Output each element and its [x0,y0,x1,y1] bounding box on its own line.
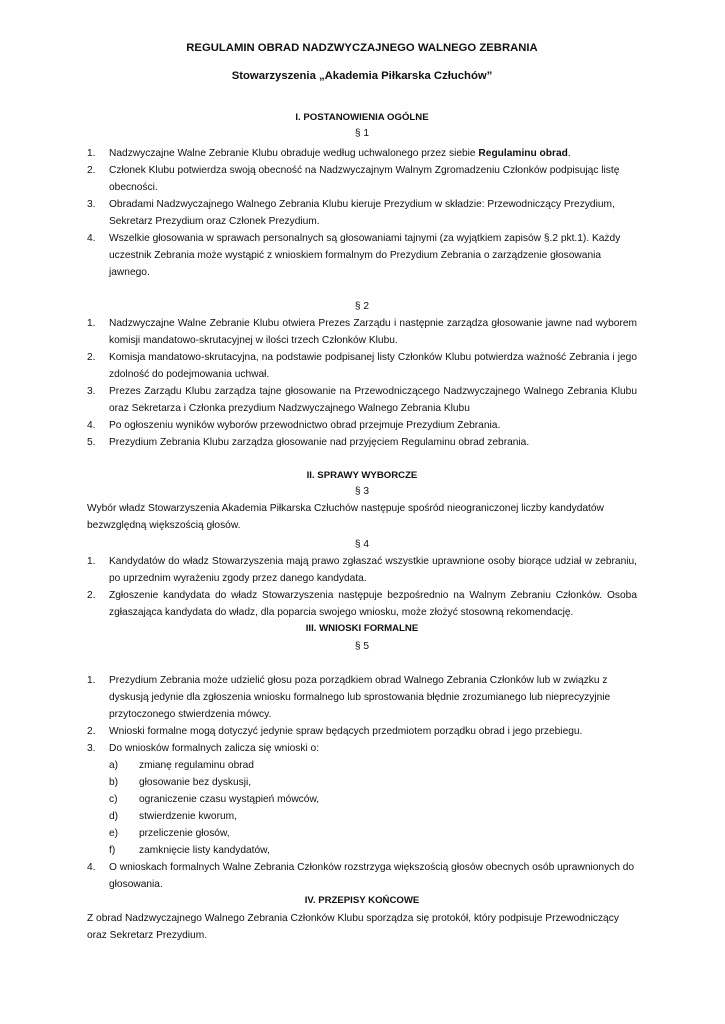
item-text: Zgłoszenie kandydata do władz Stowarzyszenia następuje bezpośrednio na Walnym Zebraniu Członków. Osoba zgłaszająca kandydata do władz, dla poparcia swojego wniosku, może złożyć stosowną rekomendację. [109,590,637,618]
item-number: 1. [87,675,96,686]
item-text: Prezydium Zebrania może udzielić głosu poza porządkiem obrad Walnego Zebrania Członków lub w związku z dyskusją jedynie dla zgłoszenia wniosku formalnego lub sprostowania błędnie zrozumianego lub nieprecyzyjnie przytoczonego stwierdzenia mówcy. [109,675,611,720]
document-title: REGULAMIN OBRAD NADZWYCZAJNEGO WALNEGO ZEBRANIA [186,42,538,54]
item-text: Członek Klubu potwierdza swoją obecność na Nadzwyczajnym Walnym Zgromadzeniu Członków podpisując listę obecności. [109,165,620,193]
item-number: 3. [87,386,96,397]
item-text: Wnioski formalne mogą dotyczyć jedynie spraw będących przedmiotem porządku obrad i jego przebiegu. [109,726,583,737]
list-item [87,672,637,723]
item-number: 4. [87,420,96,431]
list-item [87,315,637,349]
item-text: Prezydium Zebrania Klubu zarządza głosowanie nad przyjęciem Regulaminu obrad zebrania. [109,437,530,448]
list-item [87,723,637,740]
list-item [87,434,637,451]
list-item [87,587,637,621]
subitem-letter: d) [109,811,119,822]
list-item [87,349,637,383]
list-item [87,859,637,893]
list-item [87,417,637,434]
item-text: Komisja mandatowo-skrutacyjna, na podstawie podpisanej listy Członków Klubu potwierdza ważność Zebrania i jego zdolność do podejmowania uchwał. [109,352,637,380]
paragraph-sign-1: § 1 [354,128,370,139]
section-heading-final: IV. PRZEPISY KOŃCOWE [304,895,420,906]
subitem-text: zamknięcie listy kandydatów, [139,845,270,856]
list-item [87,230,637,281]
item-text: Nadzwyczajne Walne Zebranie Klubu obraduje według uchwalonego przez siebie [109,148,479,159]
sublist-item [87,825,637,842]
final-provisions-text: Z obrad Nadzwyczajnego Walnego Zebrania Członków Klubu sporządza się protokół, który podpisuje Przewodniczący oraz Sekretarz Prezydium. [87,913,619,941]
sublist-item [87,774,637,791]
item-text: Kandydatów do władz Stowarzyszenia mają prawo zgłaszać wszystkie uprawnione osoby biorące udział w zebraniu, po uprzednim wyrażeniu zgody przez danego kandydata. [109,556,637,584]
item-text: Wszelkie głosowania w sprawach personalnych są głosowaniami tajnymi (za wyjątkiem zapisów §.2 pkt.1). Każdy uczestnik Zebrania może wystąpić z wnioskiem formalnym do Prezydium Zebrania o zarządzenie głosowania jawnego. [109,233,621,278]
paragraph-sign-4: § 4 [354,539,370,550]
sublist-item [87,791,637,808]
motions-sublist [87,757,637,859]
subitem-letter: e) [109,828,119,839]
subitem-text: ograniczenie czasu wystąpień mówców, [139,794,320,805]
list-item [87,383,637,417]
subitem-text: głosowanie bez dyskusji, [139,777,252,788]
paragraph-5-list [87,672,637,757]
paragraph-3-text: Wybór władz Stowarzyszenia Akademia Piłkarska Człuchów następuje spośród nieograniczonej liczby kandydatów bezwzględną większością głosów. [87,503,604,531]
item-number: 2. [87,352,96,363]
item-text: O wnioskach formalnych Walne Zebrania Członków rozstrzyga większością głosów obecnych osób uprawnionych do głosowania. [109,862,635,890]
list-item [87,553,637,587]
item-number: 3. [87,743,96,754]
item-number: 1. [87,148,96,159]
item-number: 4. [87,233,96,244]
item-number: 2. [87,165,96,176]
paragraph-sign-3: § 3 [354,486,370,497]
section-heading-motions: III. WNIOSKI FORMALNE [305,623,419,634]
sublist-item [87,808,637,825]
paragraph-5-list-end [87,859,637,893]
subitem-letter: f) [109,845,116,856]
item-bold-text: Regulaminu obrad [478,148,568,159]
subitem-text: przeliczenie głosów, [139,828,230,839]
paragraph-sign-5: § 5 [354,641,370,652]
item-number: 2. [87,590,96,601]
item-number: 1. [87,318,96,329]
sublist-item [87,842,637,859]
item-number: 4. [87,862,96,873]
list-item [87,145,637,162]
item-text: Po ogłoszeniu wyników wyborów przewodnictwo obrad przejmuje Prezydium Zebrania. [109,420,501,431]
paragraph-sign-2: § 2 [354,301,370,312]
list-item [87,196,637,230]
subitem-text: stwierdzenie kworum, [139,811,237,822]
subitem-letter: a) [109,760,119,771]
list-item [87,162,637,196]
item-number: 1. [87,556,96,567]
list-item [87,740,637,757]
subitem-letter: c) [109,794,118,805]
item-number: 5. [87,437,96,448]
paragraph-1-list [87,145,637,281]
item-text: Nadzwyczajne Walne Zebranie Klubu otwiera Prezes Zarządu i następnie zarządza głosowanie jawne nad wyborem komisji mandatowo-skrutacyjnej w ilości trzech Członków Klubu. [109,318,637,346]
sublist-item [87,757,637,774]
subitem-letter: b) [109,777,119,788]
section-heading-elections: II. SPRAWY WYBORCZE [306,470,418,481]
item-text: Obradami Nadzwyczajnego Walnego Zebrania Klubu kieruje Prezydium w składzie: Przewodniczący Prezydium, Sekretarz Prezydium oraz Członek Prezydium. [109,199,615,227]
item-text: Prezes Zarządu Klubu zarządza tajne głosowanie na Przewodniczącego Nadzwyczajnego Walnego Zebrania Klubu oraz Sekretarza i Członka prezydium Nadzwyczajnego Walnego Zebrania Klubu [109,386,637,414]
item-number: 3. [87,199,96,210]
document-subtitle: Stowarzyszenia „Akademia Piłkarska Człuchów” [231,70,493,82]
item-number: 2. [87,726,96,737]
paragraph-2-list [87,315,637,451]
paragraph-4-list [87,553,637,621]
item-text-end: . [567,148,571,159]
item-text: Do wniosków formalnych zalicza się wnioski o: [109,743,320,754]
section-heading-general: I. POSTANOWIENIA OGÓLNE [295,112,429,123]
subitem-text: zmianę regulaminu obrad [139,760,254,771]
